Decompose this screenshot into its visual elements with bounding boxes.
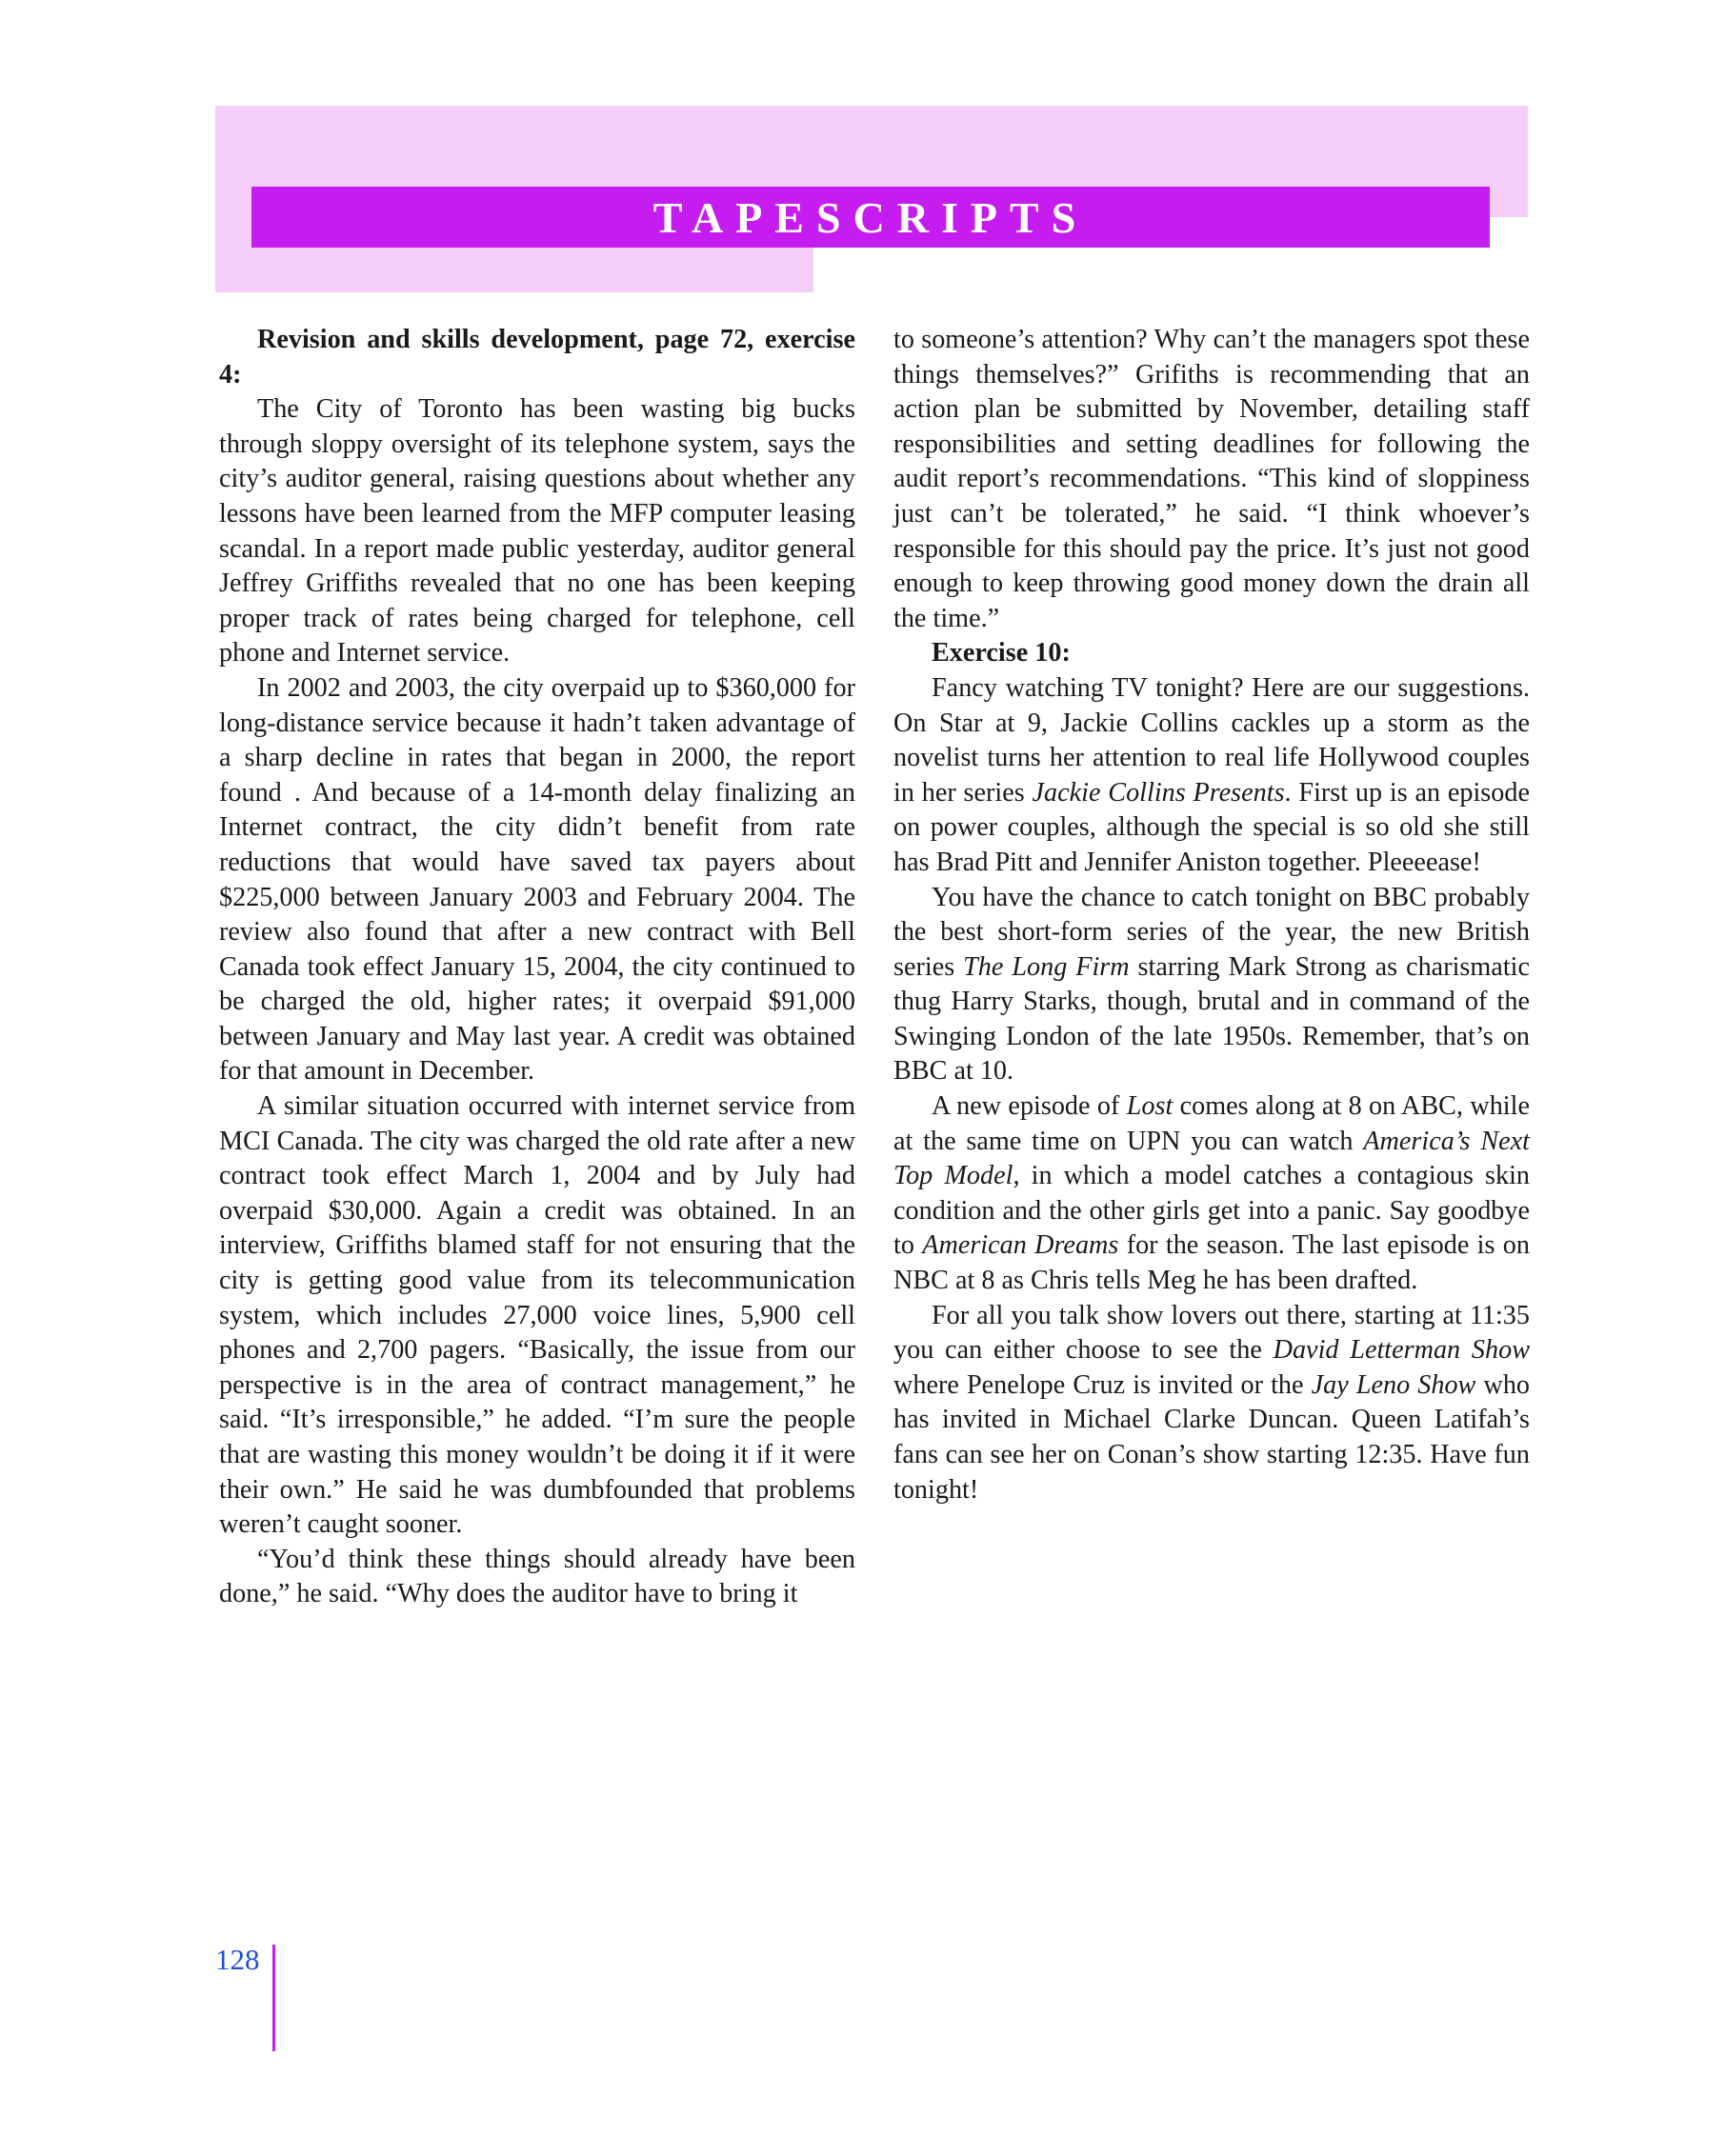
- page-number-rule: [272, 1945, 275, 2051]
- paragraph: In 2002 and 2003, the city overpaid up to $360,000 for long-distance service because it hadn’t taken advantage of a sharp decline in rates that began in 2000, the report found . And because of a 14-month delay finalizing an Internet contract, the city didn’t benefit from rate reductions that would have saved tax payers about $225,000 between January 2003 and February 2004. The review also found that after a new contract with Bell Canada took effect January 15, 2004, the city continued to be charged the old, higher rates; it overpaid $91,000 between January and May last year. A credit was obtained for that amount in December.: [219, 672, 855, 1087]
- page-title: TAPESCRIPTS: [652, 192, 1089, 242]
- show-title: Lost: [1126, 1091, 1173, 1122]
- paragraph: The City of Toronto has been wasting big bucks through sloppy oversight of its telephone system, says the city’s auditor general, raising questions about whether any lessons have been learned from the MFP computer leasing scandal. In a report made public yesterday, auditor general Jeffrey Griffiths revealed that no one has been keeping proper track of rates being charged for telephone, cell phone and Internet service.: [219, 394, 855, 669]
- paragraph: “You’d think these things should already have been done,” he said. “Why does the auditor have to bring it: [219, 1544, 855, 1609]
- show-title: America’s Next Top Model: [893, 1126, 1530, 1191]
- text: starring Mark Strong as charismatic thug Harry Starks, though, brutal and in command of the Swinging London of the late 1950s. Remember, that’s on BBC at 10.: [893, 951, 1530, 1087]
- text: comes along at 8 on ABC, while at the same time on UPN you can watch: [893, 1091, 1530, 1156]
- show-title: David Letterman Show: [1273, 1335, 1531, 1366]
- right-column: [893, 323, 1530, 1507]
- show-title: Jay Leno Show: [1311, 1369, 1476, 1400]
- page-number: 128: [215, 1943, 260, 1976]
- paragraph: A similar situation occurred with internet service from MCI Canada. The city was charged the old rate after a new contract took effect March 1, 2004 and by July had overpaid $30,000. Again a credit was obtained. In an interview, Griffiths blamed staff for not ensuring that the city is getting good value from its telecommunication system, which includes 27,000 voice lines, 5,900 cell phones and 2,700 pagers. “Basically, the issue from our perspective is in the area of contract management,” he said. “It’s irresponsible,” he added. “I’m sure the people that are wasting this money wouldn’t be doing it if it were their own.” He said he was dumbfounded that problems weren’t caught sooner.: [219, 1091, 855, 1540]
- text: , in which a model catches a contagious skin condition and the other girls get into a panic. Say goodbye to: [893, 1161, 1530, 1261]
- exercise-4-heading: Revision and skills development, page 72, exercise 4:: [219, 325, 855, 389]
- text: You have the chance to catch tonight on BBC probably the best short-form series of the year, the new British series: [893, 882, 1530, 982]
- header-title-bar: [251, 187, 1490, 248]
- paragraph: [893, 671, 1530, 881]
- paragraph: [893, 881, 1530, 1090]
- text: For all you talk show lovers out there, starting at 11:35 you can either choose to see the: [893, 1300, 1530, 1366]
- show-title: The Long Firm: [963, 951, 1130, 982]
- paragraph: [893, 1089, 1530, 1299]
- text: Fancy watching TV tonight? Here are our suggestions. On Star at 9, Jackie Collins cackles up a storm as the novelist turns her attention to real life Hollywood couples in her series: [893, 672, 1530, 808]
- continued-paragraph: to someone’s attention? Why can’t the managers spot these things themselves?” Grifiths is recommending that an action plan be submitted by November, detailing staff responsibilities and setting deadlines for following the audit report’s recommendations. “This kind of sloppiness just can’t be tolerated,” he said. “I think whoever’s responsible for this should pay the price. It’s just not good enough to keep throwing good money down the drain all the time.”: [893, 325, 1530, 633]
- text: A new episode of: [932, 1091, 1127, 1122]
- text: for the season. The last episode is on NBC at 8 as Chris tells Meg he has been drafted.: [893, 1230, 1530, 1296]
- text: where Penelope Cruz is invited or the: [893, 1369, 1312, 1400]
- text: . First up is an episode on power couples, although the special is so old she still has Brad Pitt and Jennifer Aniston together. Pleeeease!: [893, 777, 1530, 877]
- exercise-10-heading: Exercise 10:: [932, 638, 1071, 669]
- paragraph: [893, 1299, 1530, 1508]
- left-column: [219, 323, 855, 1612]
- show-title: American Dreams: [922, 1230, 1119, 1261]
- show-title: Jackie Collins Presents: [1032, 777, 1285, 808]
- text: who has invited in Michael Clarke Duncan. Queen Latifah’s fans can see her on Conan’s show starting 12:35. Have fun tonight!: [893, 1369, 1531, 1505]
